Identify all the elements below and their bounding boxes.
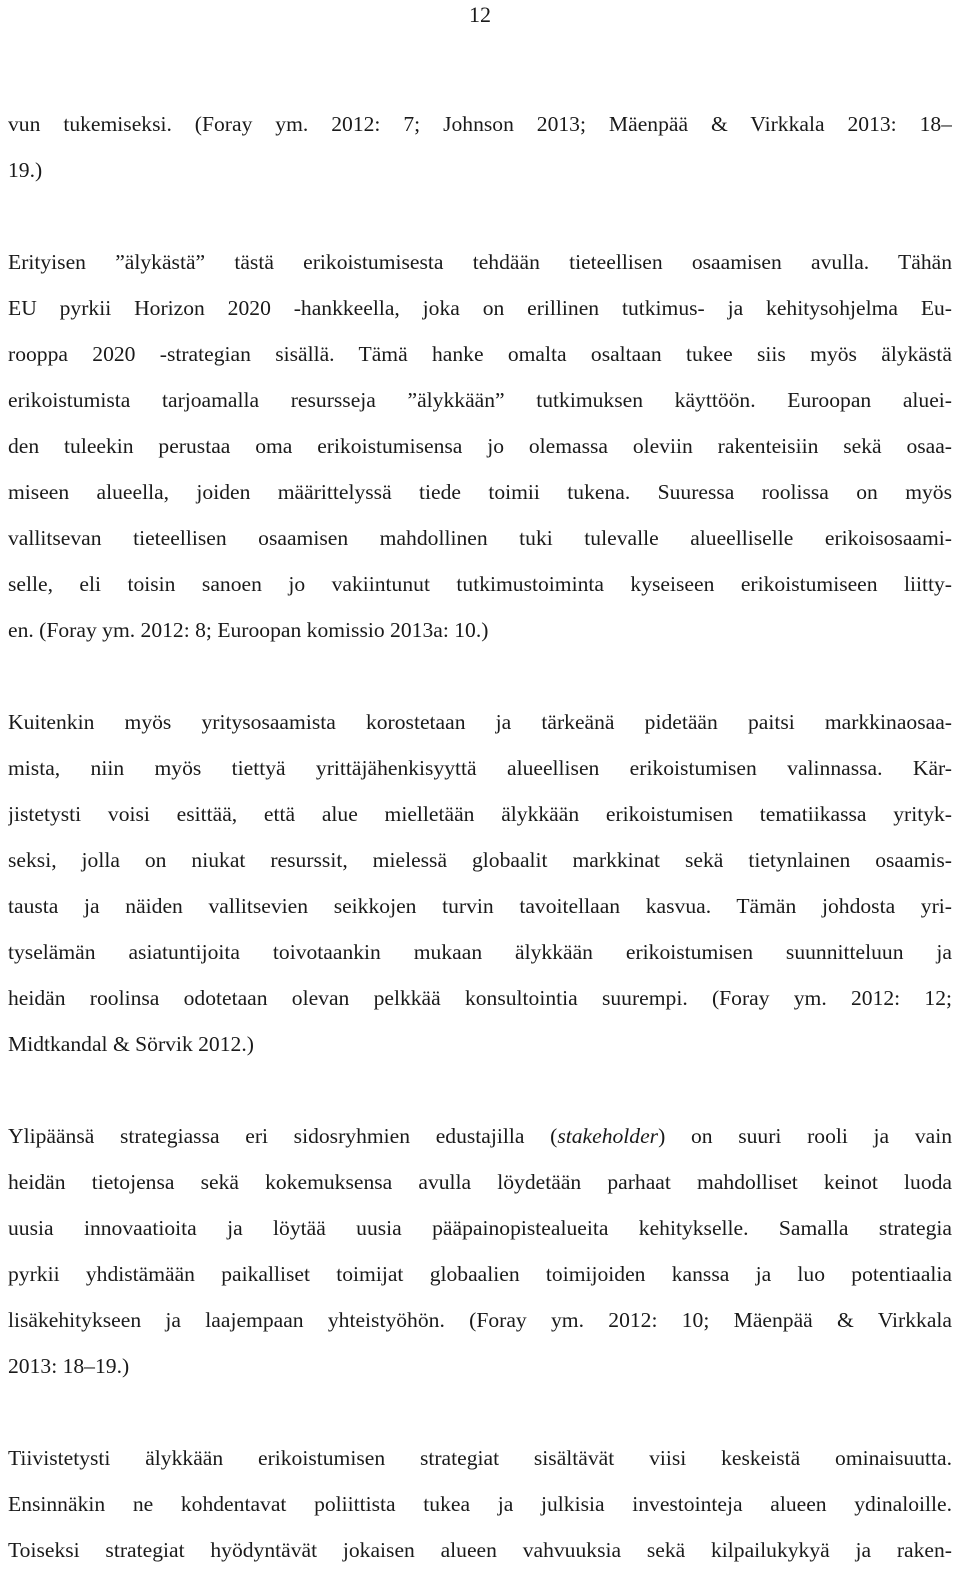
text-line: uusia innovaatioita ja löytää uusia pääpainopistealueita kehitykselle. Samalla strategia [8, 1216, 952, 1240]
text-segment: ) on suuri rooli ja vain [658, 1124, 952, 1148]
text-line: 2013: 18–19.) [8, 1354, 130, 1378]
text-line: den tuleekin perustaa oma erikoistumisensa jo olemassa oleviin rakenteisiin sekä osaa- [8, 434, 952, 458]
text-line: Tiivistetysti älykkään erikoistumisen strategiat sisältävät viisi keskeistä ominaisuutta. [8, 1446, 952, 1470]
text-line: vallitsevan tieteellisen osaamisen mahdollinen tuki tulevalle alueelliselle erikoisosaami- [8, 526, 952, 550]
text-line: miseen alueella, joiden määrittelyssä tiede toimii tukena. Suuressa roolissa on myös [8, 480, 952, 504]
text-line [8, 1113, 952, 1159]
text-segment: Ylipäänsä strategiassa eri sidosryhmien edustajilla ( [8, 1124, 558, 1148]
text-line: Ensinnäkin ne kohdentavat poliittista tukea ja julkisia investointeja alueen ydinaloille. [8, 1492, 952, 1516]
text-line: Erityisen ”älykästä” tästä erikoistumisesta tehdään tieteellisen osaamisen avulla. Tähän [8, 250, 952, 274]
text-line: rooppa 2020 -strategian sisällä. Tämä hanke omalta osaltaan tukee siis myös älykästä [8, 342, 952, 366]
text-line: tyselämän asiatuntijoita toivotaankin mukaan älykkään erikoistumisen suunnitteluun ja [8, 940, 952, 964]
paragraph-2 [8, 239, 952, 653]
text-line: seksi, jolla on niukat resurssit, mielessä globaalit markkinat sekä tietynlainen osaamis- [8, 848, 952, 872]
text-line: jistetysti voisi esittää, että alue mielletään älykkään erikoistumisen tematiikassa yrityk- [8, 802, 952, 826]
text-line: heidän roolinsa odotetaan olevan pelkkää konsultointia suurempi. (Foray ym. 2012: 12; [8, 986, 952, 1010]
text-line: Toiseksi strategiat hyödyntävät jokaisen alueen vahvuuksia sekä kilpailukykyä ja raken- [8, 1538, 952, 1562]
text-line: tausta ja näiden vallitsevien seikkojen turvin tavoitellaan kasvua. Tämän johdosta yri- [8, 894, 952, 918]
text-line: selle, eli toisin sanoen jo vakiintunut tutkimustoiminta kyseiseen erikoistumiseen liitty- [8, 572, 952, 596]
text-line: mista, niin myös tiettyä yrittäjähenkisyyttä alueellisen erikoistumisen valinnassa. Kär- [8, 756, 952, 780]
paragraph-1 [8, 101, 952, 193]
text-line: lisäkehitykseen ja laajempaan yhteistyöhön. (Foray ym. 2012: 10; Mäenpää & Virkkala [8, 1308, 952, 1332]
text-line: Kuitenkin myös yritysosaamista korostetaan ja tärkeänä pidetään paitsi markkinaosaa- [8, 710, 952, 734]
page-number: 12 [469, 2, 491, 27]
text-line: 19.) [8, 158, 43, 182]
text-line: erikoistumista tarjoamalla resursseja ”älykkään” tutkimuksen käyttöön. Euroopan aluei- [8, 388, 952, 412]
text-line: heidän tietojensa sekä kokemuksensa avulla löydetään parhaat mahdolliset keinot luoda [8, 1170, 952, 1194]
text-line: en. (Foray ym. 2012: 8; Euroopan komissio 2013a: 10.) [8, 618, 489, 642]
text-line: Midtkandal & Sörvik 2012.) [8, 1032, 254, 1056]
text-line: vun tukemiseksi. (Foray ym. 2012: 7; Johnson 2013; Mäenpää & Virkkala 2013: 18– [8, 112, 952, 136]
text-line: EU pyrkii Horizon 2020 -hankkeella, joka on erillinen tutkimus- ja kehitysohjelma Eu- [8, 296, 952, 320]
paragraph-3 [8, 699, 952, 1067]
document-body [8, 101, 952, 1573]
paragraph-5 [8, 1435, 952, 1573]
text-line: pyrkii yhdistämään paikalliset toimijat globaalien toimijoiden kanssa ja luo potentiaalia [8, 1262, 952, 1286]
paragraph-4 [8, 1113, 952, 1389]
italic-term: stakeholder [557, 1124, 659, 1148]
